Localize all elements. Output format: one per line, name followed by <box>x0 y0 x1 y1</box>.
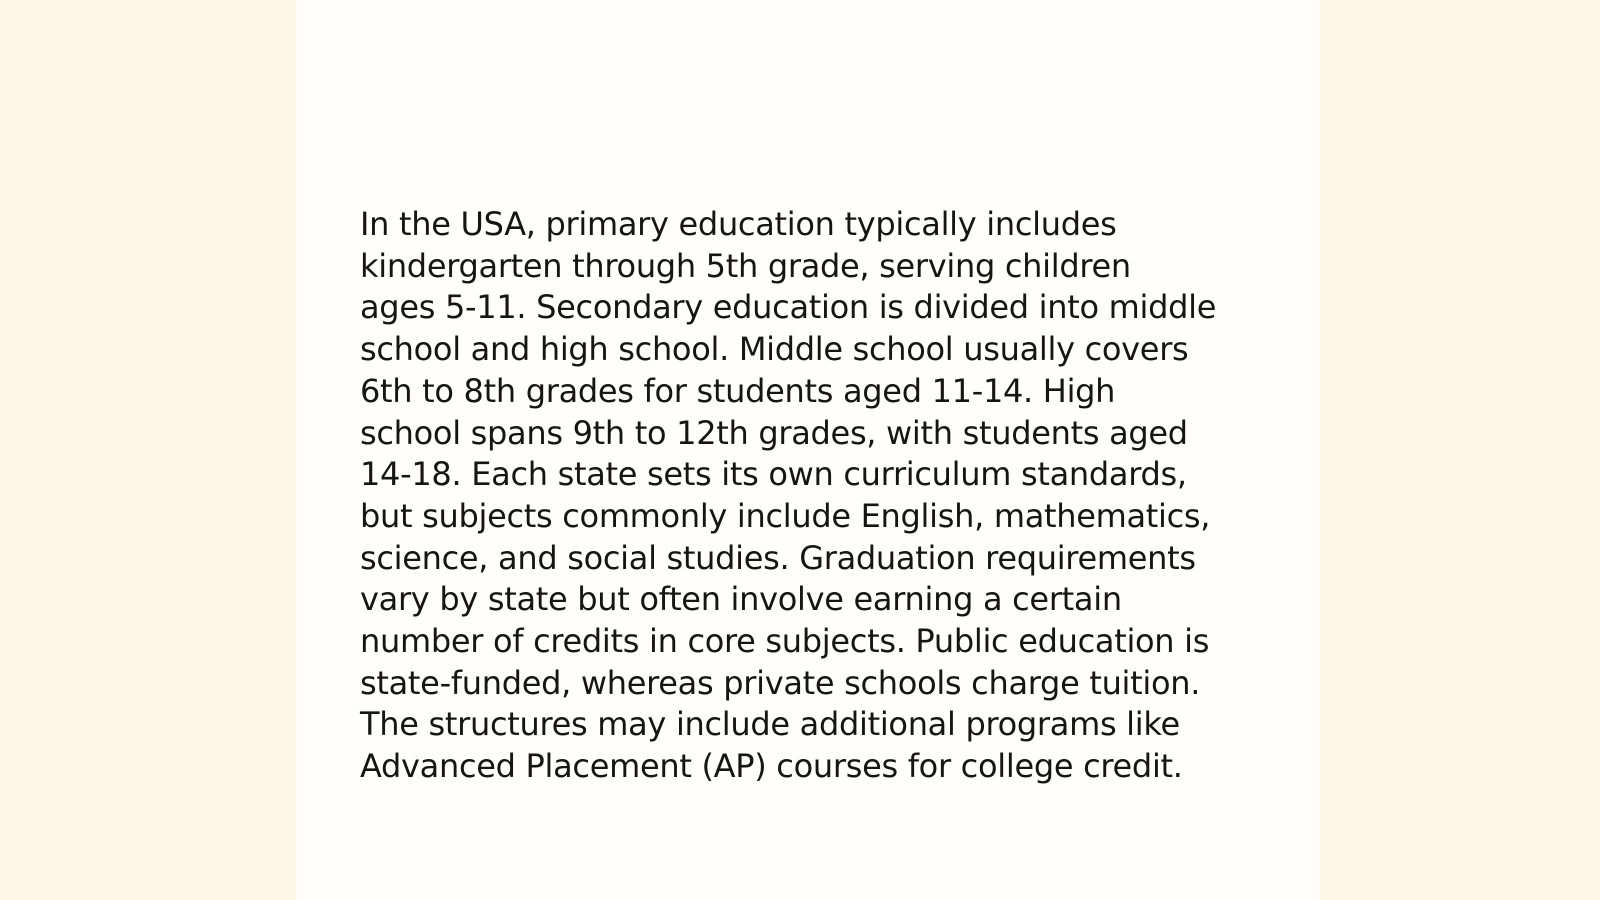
document-body-text: In the USA, primary education typically includes kindergarten through 5th grade, serving children ages 5-11. Secondary education is divided into middle school and high school. Middle school usually covers 6th to 8th grades for students aged 11-14. High school spans 9th to 12th grades, with students aged 14-18. Each state sets its own curriculum standards, but subjects commonly include English, mathematics, science, and social studies. Graduation requirements vary by state but often involve earning a certain number of credits in core subjects. Public education is state-funded, whereas private schools charge tuition. The structures may include additional programs like Advanced Placement (AP) courses for college credit. <box>360 205 1217 786</box>
document-page <box>296 0 1320 900</box>
